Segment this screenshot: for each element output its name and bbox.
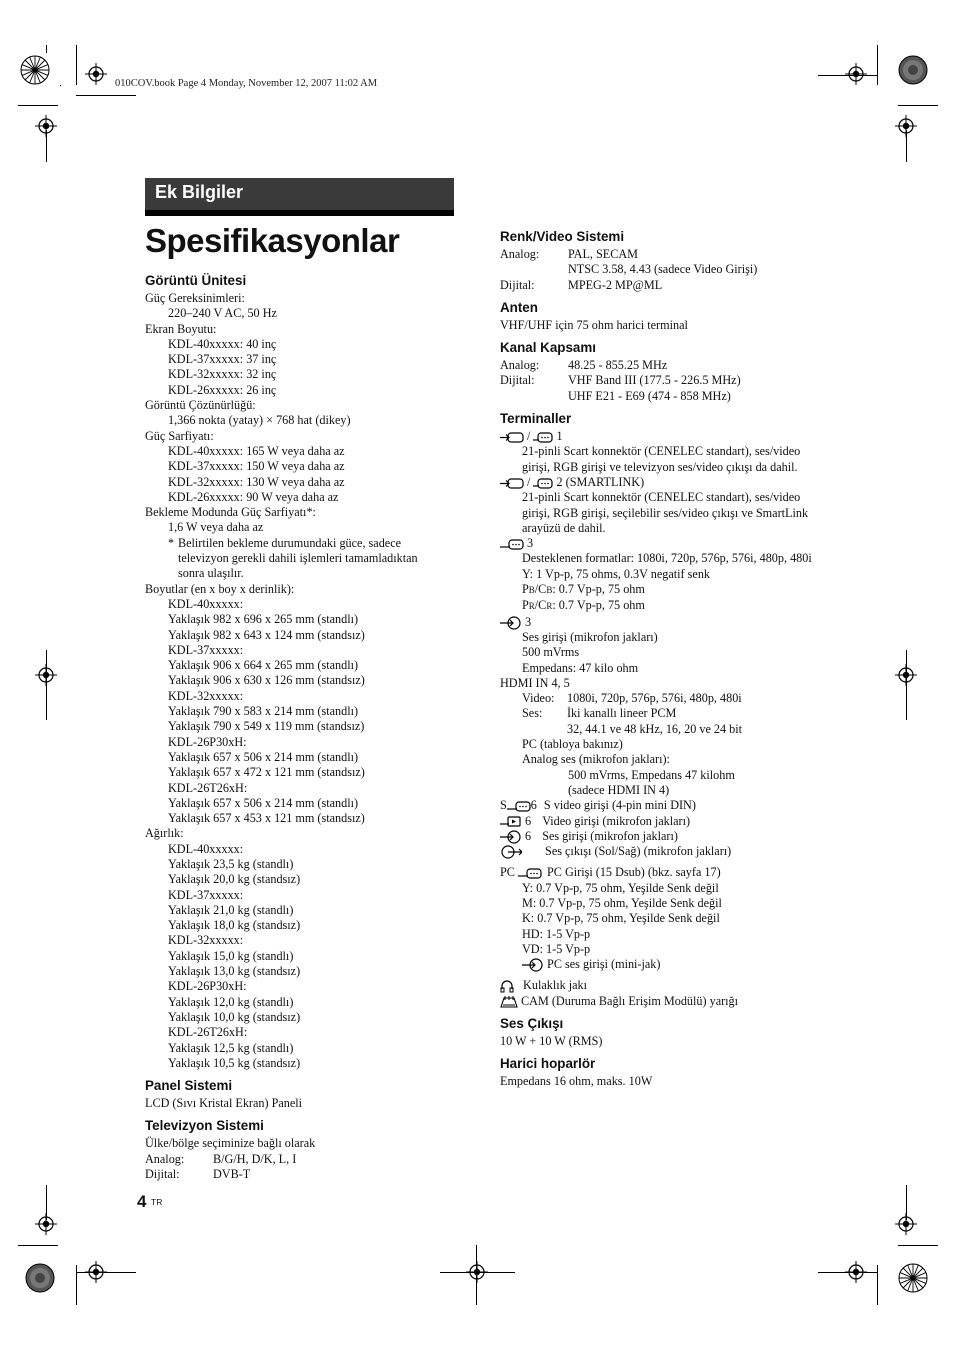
spec-value: KDL-40xxxxx: bbox=[168, 841, 244, 856]
spec-value: 10 W + 10 W (RMS) bbox=[500, 1034, 603, 1049]
registration-mark-icon bbox=[35, 1213, 57, 1235]
spec-value: 48.25 - 855.25 MHz bbox=[568, 358, 668, 373]
spec-value: Yaklaşık 12,0 kg (standlı) bbox=[168, 994, 294, 1009]
spec-value: Yaklaşık 657 x 506 x 214 mm (standlı) bbox=[168, 795, 359, 810]
spec-value: PAL, SECAM bbox=[568, 247, 638, 261]
heading-televizyon-sistemi: Televizyon Sistemi bbox=[145, 1118, 264, 1134]
page-title: Spesifikasyonlar bbox=[145, 222, 400, 259]
color-rosette-icon bbox=[25, 1263, 55, 1293]
terminal-description: PB/CB: 0.7 Vp-p, 75 ohm bbox=[522, 582, 645, 597]
spec-value: Yaklaşık 15,0 kg (standlı) bbox=[168, 948, 294, 963]
spec-value: KDL-26xxxxx: 90 W veya daha az bbox=[168, 489, 339, 504]
spec-value: B/G/H, D/K, L, I bbox=[213, 1151, 297, 1166]
terminal-audio-3 bbox=[500, 615, 815, 630]
hdmi-video: Video: 1080i, 720p, 576p, 576i, 480p, 480i bbox=[522, 691, 742, 706]
spec-row bbox=[500, 358, 815, 373]
spec-value: KDL-26T26xH: bbox=[168, 780, 248, 795]
hdmi-analog-note: (sadece HDMI IN 4) bbox=[568, 782, 670, 797]
registration-mark-icon bbox=[845, 63, 867, 85]
spec-row bbox=[500, 373, 815, 388]
spec-value: Yaklaşık 20,0 kg (standsız) bbox=[168, 872, 301, 887]
registration-mark-icon bbox=[35, 664, 57, 686]
spec-value: KDL-40xxxxx: 165 W veya daha az bbox=[168, 443, 345, 458]
spec-key: Dijital: bbox=[145, 1167, 180, 1182]
spec-value: NTSC 3.58, 4.43 (sadece Video Girişi) bbox=[568, 262, 758, 277]
spec-row bbox=[500, 247, 815, 262]
video-input-icon bbox=[500, 815, 522, 828]
terminal-scart-1: / 1 bbox=[500, 429, 815, 444]
spec-value: Yaklaşık 23,5 kg (standlı) bbox=[168, 856, 294, 871]
spec-value: KDL-26P30xH: bbox=[168, 979, 247, 994]
hdmi-analog: Analog ses (mikrofon jakları): bbox=[522, 752, 670, 767]
pc-audio: PC ses girişi (mini-jak) bbox=[500, 957, 815, 972]
spec-value: KDL-40xxxxx: bbox=[168, 596, 244, 611]
scart-output-icon bbox=[533, 431, 553, 444]
footnote bbox=[145, 536, 445, 582]
scart-input-icon bbox=[500, 477, 524, 490]
section-title: Ek Bilgiler bbox=[155, 182, 244, 202]
terminal-cam: CAM (Duruma Bağlı Erişim Modülü) yarığı bbox=[500, 994, 815, 1009]
svideo-input-icon bbox=[507, 800, 531, 813]
hdmi-audio: Ses: İki kanallı lineer PCM bbox=[522, 706, 677, 721]
spec-value: Yaklaşık 10,0 kg (standsız) bbox=[168, 1009, 301, 1024]
heading-terminaller: Terminaller bbox=[500, 411, 572, 427]
terminal-description: PR/CR: 0.7 Vp-p, 75 ohm bbox=[522, 598, 645, 613]
audio-input-icon bbox=[500, 616, 522, 630]
registration-mark-icon bbox=[466, 1261, 488, 1283]
spec-label: Ekran Boyutu: bbox=[145, 321, 217, 336]
pc-spec: VD: 1-5 Vp-p bbox=[522, 941, 591, 956]
scart-output-icon bbox=[533, 477, 553, 490]
scart-input-icon bbox=[500, 431, 524, 444]
spec-value: Yaklaşık 12,5 kg (standlı) bbox=[168, 1040, 294, 1055]
spec-value: KDL-37xxxxx: bbox=[168, 887, 244, 902]
cam-slot-icon bbox=[500, 995, 518, 1008]
spec-value: KDL-32xxxxx: 32 inç bbox=[168, 367, 277, 382]
terminal-svideo-6: S 6 S video girişi (4-pin mini DIN) bbox=[500, 798, 696, 813]
spec-label: Boyutlar (en x boy x derinlik): bbox=[145, 581, 295, 596]
spec-value: Yaklaşık 906 x 630 x 126 mm (standsız) bbox=[168, 673, 365, 688]
terminal-description: Empedans: 47 kilo ohm bbox=[522, 660, 639, 675]
terminal-description: Desteklenen formatlar: 1080i, 720p, 576p, 576i, 480p, 480i bbox=[522, 551, 812, 566]
spec-value: Yaklaşık 982 x 643 x 124 mm (standsız) bbox=[168, 627, 365, 642]
hdmi-audio-detail: 32, 44.1 ve 48 kHz, 16, 20 ve 24 bit bbox=[567, 721, 743, 736]
heading-harici-hoparlor: Harici hoparlör bbox=[500, 1056, 596, 1072]
audio-output-icon bbox=[500, 845, 522, 859]
pc-spec: HD: 1-5 Vp-p bbox=[522, 926, 591, 941]
terminal-description: Y: 1 Vp-p, 75 ohms, 0.3V negatif senk bbox=[522, 566, 711, 581]
terminal-description: 21-pinli Scart konnektör (CENELEC standart), ses/video girişi, RGB girişi ve televizyon ses/video çıkışı da dahil. bbox=[522, 444, 801, 474]
terminal-description: 21-pinli Scart konnektör (CENELEC standart), ses/video girişi, RGB girişi, seçilebilir ses/video çıkışı ve SmartLink arayüzü de dahil. bbox=[522, 490, 809, 535]
spec-label: Bekleme Modunda Güç Sarfiyatı*: bbox=[145, 505, 316, 520]
pc-input-icon bbox=[518, 867, 542, 880]
section-header bbox=[145, 178, 454, 216]
color-rosette-icon bbox=[898, 55, 928, 85]
spec-value: KDL-37xxxxx: bbox=[168, 642, 244, 657]
pc-spec: K: 0.7 Vp-p, 75 ohm, Yeşilde Senk değil bbox=[522, 911, 720, 926]
spec-value: KDL-40xxxxx: 40 inç bbox=[168, 336, 277, 351]
pc-spec: Y: 0.7 Vp-p, 75 ohm, Yeşilde Senk değil bbox=[522, 880, 719, 895]
heading-ses-cikisi: Ses Çıkışı bbox=[500, 1016, 564, 1032]
heading-goruntu-unitesi: Görüntü Ünitesi bbox=[145, 273, 247, 288]
spec-value: Yaklaşık 982 x 696 x 265 mm (standlı) bbox=[168, 612, 359, 627]
spec-label: Ağırlık: bbox=[145, 826, 184, 841]
spec-value: KDL-32xxxxx: 130 W veya daha az bbox=[168, 474, 345, 489]
spec-label: Güç Sarfiyatı: bbox=[145, 428, 214, 443]
registration-mark-icon bbox=[895, 664, 917, 686]
color-rosette-icon bbox=[20, 55, 50, 85]
terminal-description: Ses girişi (mikrofon jakları) bbox=[522, 629, 658, 644]
spec-value: LCD (Sıvı Kristal Ekran) Paneli bbox=[145, 1096, 303, 1111]
spec-value: 220–240 V AC, 50 Hz bbox=[168, 306, 277, 321]
spec-value: KDL-26xxxxx: 26 inç bbox=[168, 382, 277, 397]
spec-key: Analog: bbox=[500, 358, 540, 373]
spec-value: Yaklaşık 657 x 472 x 121 mm (standsız) bbox=[168, 765, 365, 780]
spec-value: Yaklaşık 18,0 kg (standsız) bbox=[168, 918, 301, 933]
terminal-pc: PC PC Girişi (15 Dsub) (bkz. sayfa 17) bbox=[500, 865, 721, 880]
terminal-audio-6: 6 Ses girişi (mikrofon jakları) bbox=[500, 829, 815, 844]
spec-value: KDL-32xxxxx: bbox=[168, 688, 244, 703]
hdmi-analog-value: 500 mVrms, Empedans 47 kilohm bbox=[568, 767, 735, 782]
page-language: TR bbox=[151, 1197, 163, 1207]
spec-key: Analog: bbox=[145, 1151, 185, 1166]
spec-value: Yaklaşık 10,5 kg (standsız) bbox=[168, 1055, 301, 1070]
left-column bbox=[145, 272, 445, 1182]
spec-value: VHF/UHF için 75 ohm harici terminal bbox=[500, 317, 688, 332]
spec-value: KDL-37xxxxx: 37 inç bbox=[168, 352, 277, 367]
registration-mark-icon bbox=[845, 1261, 867, 1283]
spec-row bbox=[145, 1152, 445, 1167]
terminal-headphone: Kulaklık jakı bbox=[500, 978, 815, 993]
spec-value: DVB-T bbox=[213, 1167, 251, 1182]
spec-value: Yaklaşık 657 x 506 x 214 mm (standlı) bbox=[168, 749, 359, 764]
spec-value: VHF Band III (177.5 - 226.5 MHz) bbox=[568, 373, 741, 388]
heading-anten: Anten bbox=[500, 299, 538, 315]
registration-mark-icon bbox=[85, 1261, 107, 1283]
spec-value: Yaklaşık 906 x 664 x 265 mm (standlı) bbox=[168, 658, 359, 673]
hdmi-pc: PC (tabloya bakınız) bbox=[522, 737, 623, 752]
footnote-text: Belirtilen bekleme durumundaki güce, sadece televizyon gerekli dahili işlemleri tamamladıktan sonra ulaşılır. bbox=[178, 535, 418, 581]
spec-row bbox=[145, 1167, 445, 1182]
heading-panel-sistemi: Panel Sistemi bbox=[145, 1078, 233, 1094]
spec-key: Analog: bbox=[500, 247, 540, 261]
spec-value: 1,366 nokta (yatay) × 768 hat (dikey) bbox=[168, 413, 351, 428]
spec-label: Güç Gereksinimleri: bbox=[145, 291, 245, 305]
spec-value: Yaklaşık 21,0 kg (standlı) bbox=[168, 902, 294, 917]
spec-label: Görüntü Çözünürlüğü: bbox=[145, 398, 256, 413]
spec-value: KDL-26P30xH: bbox=[168, 734, 247, 749]
registration-mark-icon bbox=[895, 1213, 917, 1235]
right-column bbox=[500, 228, 815, 1090]
spec-row bbox=[500, 278, 815, 293]
heading-kanal-kapsami: Kanal Kapsamı bbox=[500, 340, 597, 356]
spec-value: MPEG-2 MP@ML bbox=[568, 277, 663, 292]
terminal-hdmi: HDMI IN 4, 5 bbox=[500, 675, 570, 690]
registration-mark-icon bbox=[85, 63, 107, 85]
terminal-description: 500 mVrms bbox=[522, 645, 580, 660]
terminal-label: 2 (SMARTLINK) bbox=[556, 474, 645, 489]
spec-value: Yaklaşık 13,0 kg (standsız) bbox=[168, 964, 301, 979]
registration-mark-icon bbox=[35, 115, 57, 137]
spec-value: UHF E21 - E69 (474 - 858 MHz) bbox=[568, 388, 731, 403]
component-input-icon bbox=[500, 538, 524, 551]
terminal-label: 3 bbox=[525, 614, 532, 629]
spec-key: Dijital: bbox=[500, 373, 535, 388]
audio-input-icon bbox=[522, 958, 544, 972]
terminal-video-6: 6 Video girişi (mikrofon jakları) bbox=[500, 814, 815, 829]
spec-value: Yaklaşık 790 x 583 x 214 mm (standlı) bbox=[168, 704, 359, 719]
spec-value: 1,6 W veya daha az bbox=[168, 520, 264, 535]
headphone-icon bbox=[500, 980, 514, 993]
spec-value: KDL-26T26xH: bbox=[168, 1025, 248, 1040]
color-rosette-icon bbox=[898, 1263, 928, 1293]
spec-value: KDL-37xxxxx: 150 W veya daha az bbox=[168, 459, 345, 474]
pc-spec: M: 0.7 Vp-p, 75 ohm, Yeşilde Senk değil bbox=[522, 895, 722, 910]
audio-input-icon bbox=[500, 830, 522, 844]
spec-value: Empedans 16 ohm, maks. 10W bbox=[500, 1074, 653, 1089]
registration-mark-icon bbox=[895, 115, 917, 137]
spec-value: Ülke/bölge seçiminize bağlı olarak bbox=[145, 1136, 316, 1151]
spec-value: Yaklaşık 657 x 453 x 121 mm (standsız) bbox=[168, 811, 365, 826]
terminal-label: 1 bbox=[556, 429, 563, 444]
terminal-scart-2: / 2 (SMARTLINK) bbox=[500, 475, 815, 490]
page-number: 4 bbox=[137, 1192, 147, 1211]
heading-renk-video: Renk/Video Sistemi bbox=[500, 229, 625, 244]
spec-key: Dijital: bbox=[500, 277, 535, 292]
spec-value: Yaklaşık 790 x 549 x 119 mm (standsız) bbox=[168, 719, 365, 734]
terminal-component-3 bbox=[500, 536, 815, 551]
terminal-label: 3 bbox=[527, 536, 534, 551]
spec-value: KDL-32xxxxx: bbox=[168, 933, 244, 948]
terminal-audio-out: Ses çıkışı (Sol/Sağ) (mikrofon jakları) bbox=[500, 844, 815, 859]
file-info: 010COV.book Page 4 Monday, November 12, 2007 11:02 AM bbox=[115, 78, 378, 89]
footnote-marker: * bbox=[168, 535, 175, 550]
